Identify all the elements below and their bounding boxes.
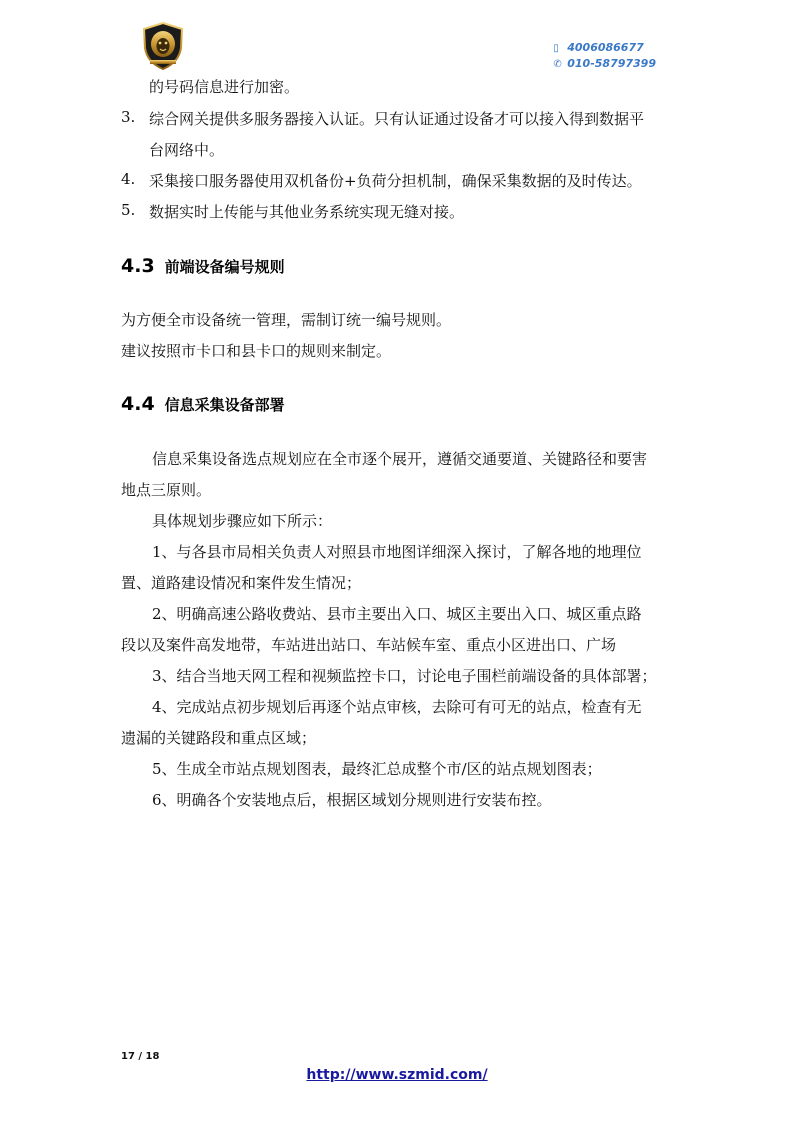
mobile-phone-icon: ▯ bbox=[553, 43, 559, 54]
landline-row bbox=[553, 56, 656, 72]
paragraph-line: 1、与各县市局相关负责人对照县市地图详细深入探讨，了解各地的地理位 bbox=[152, 543, 642, 561]
section-title: 前端设备编号规则 bbox=[164, 258, 285, 276]
section-heading-4-3 bbox=[121, 255, 285, 277]
company-logo-icon bbox=[141, 22, 185, 70]
hotline-row bbox=[553, 40, 656, 56]
paragraph-line: 段以及案件高发地带，车站进出站口、车站候车室、重点小区进出口、广场 bbox=[121, 636, 617, 654]
header-contact bbox=[553, 40, 656, 72]
hotline-number: 4006086677 bbox=[567, 41, 644, 54]
paragraph-line: 5、生成全市站点规划图表，最终汇总成整个市/区的站点规划图表； bbox=[152, 760, 602, 778]
list-item-line: 台网络中。 bbox=[149, 141, 225, 159]
section-heading-4-4 bbox=[121, 393, 285, 415]
list-item-line: 综合网关提供多服务器接入认证。只有认证通过设备才可以接入得到数据平 bbox=[149, 110, 645, 128]
list-item-number: 4. bbox=[121, 170, 136, 188]
section-number: 4.3 bbox=[121, 255, 155, 277]
list-item-number: 3. bbox=[121, 108, 136, 126]
paragraph-line: 4、完成站点初步规划后再逐个站点审核，去除可有可无的站点，检查有无 bbox=[152, 698, 642, 716]
paragraph-line: 遗漏的关键路段和重点区域； bbox=[121, 729, 317, 747]
paragraph: 为方便全市设备统一管理，需制订统一编号规则。 bbox=[121, 311, 452, 329]
website-link[interactable]: http://www.szmid.com/ bbox=[306, 1067, 488, 1083]
phone-icon: ✆ bbox=[553, 59, 562, 70]
section-title: 信息采集设备部署 bbox=[164, 396, 285, 414]
landline-number: 010-58797399 bbox=[567, 57, 656, 70]
paragraph-line: 地点三原则。 bbox=[121, 481, 212, 499]
list-item-line: 数据实时上传能与其他业务系统实现无缝对接。 bbox=[149, 203, 465, 221]
paragraph-line: 置、道路建设情况和案件发生情况； bbox=[121, 574, 362, 592]
page-number: 17 / 18 bbox=[121, 1051, 160, 1062]
paragraph-line: 2、明确高速公路收费站、县市主要出入口、城区主要出入口、城区重点路 bbox=[152, 605, 642, 623]
paragraph-line: 6、明确各个安装地点后，根据区域划分规则进行安装布控。 bbox=[152, 791, 552, 809]
paragraph-line: 信息采集设备选点规划应在全市逐个展开，遵循交通要道、关键路径和要害 bbox=[152, 450, 648, 468]
paragraph: 建议按照市卡口和县卡口的规则来制定。 bbox=[121, 342, 392, 360]
paragraph-line: 3、结合当地天网工程和视频监控卡口，讨论电子围栏前端设备的具体部署； bbox=[152, 667, 657, 685]
paragraph-line: 具体规划步骤应如下所示： bbox=[152, 512, 333, 530]
list-item-number: 5. bbox=[121, 201, 136, 219]
list-item-line: 采集接口服务器使用双机备份+负荷分担机制，确保采集数据的及时传达。 bbox=[149, 172, 642, 190]
section-number: 4.4 bbox=[121, 393, 155, 415]
list-continuation: 的号码信息进行加密。 bbox=[149, 78, 300, 96]
